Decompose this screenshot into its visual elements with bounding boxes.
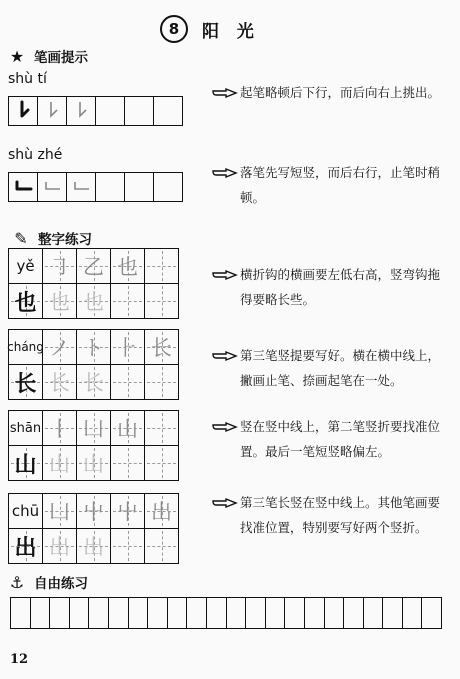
stroke-order-cell: ト [77, 330, 111, 364]
stroke-blank-cell [96, 97, 125, 125]
stroke-order-cell: 山 [111, 411, 145, 445]
stroke-order-cell: 长 [145, 330, 178, 364]
char-note-shan: 竖在竖中线上，第二笔竖折要找准位置。最后一笔短竖略偏左。 [212, 414, 452, 464]
trace-char-cell: 出 [77, 529, 111, 563]
stroke-trace [67, 173, 96, 201]
model-char-cell: 出 [9, 529, 43, 563]
stroke-note-shuti: 起笔略顿后下行，而后向右上挑出。 [212, 80, 452, 105]
pointing-hand-icon [212, 348, 238, 364]
stroke-example [9, 97, 38, 125]
page-number: 12 [10, 652, 29, 667]
stroke-trace [38, 97, 67, 125]
free-practice-heading: ⚓ 自由练习 [9, 572, 88, 592]
model-char-cell: 也 [9, 284, 43, 318]
model-char-cell: 长 [9, 365, 43, 399]
trace-char-cell: 山 [43, 446, 77, 480]
stroke-blank-cell [125, 97, 154, 125]
char-grid-chu [8, 493, 179, 564]
stroke-blank-cell [96, 173, 125, 201]
anchor-icon: ⚓ [9, 572, 25, 592]
stroke-order-cell: 凵 [43, 494, 77, 528]
model-char-cell: 山 [9, 446, 43, 480]
stroke-blank-cell [154, 173, 182, 201]
char-note-chang: 第三笔竖提要写好。横在横中线上，撇画止笔、捺画起笔在一处。 [212, 343, 452, 393]
pointing-hand-icon [212, 165, 238, 181]
pointing-hand-icon [212, 267, 238, 283]
stroke-hints-heading: ★ 笔画提示 [9, 46, 88, 66]
pointing-hand-icon [212, 85, 238, 101]
brush-icon: ✎ [14, 228, 28, 248]
stroke-blank-cell [154, 97, 182, 125]
trace-char-cell: 出 [43, 529, 77, 563]
stroke-order-cell: 屮 [77, 494, 111, 528]
stroke-grid-shuti [8, 96, 183, 126]
pinyin-cell: chū [9, 494, 43, 528]
pinyin-cell: shān [9, 411, 43, 445]
stroke-order-cell: ノ [43, 330, 77, 364]
stroke-order-cell: 屮 [111, 494, 145, 528]
trace-char-cell: 长 [43, 365, 77, 399]
free-practice-row [10, 597, 442, 629]
stroke-order-cell: 丨 [43, 411, 77, 445]
lesson-number: 8 [160, 15, 188, 43]
stroke-order-cell: 也 [111, 249, 145, 283]
lesson-title: 阳 光 [202, 21, 260, 42]
star-icon: ★ [9, 46, 25, 66]
stroke-blank-cell [125, 173, 154, 201]
char-grid-shan [8, 410, 179, 481]
trace-char-cell: 也 [77, 284, 111, 318]
pointing-hand-icon [212, 495, 238, 511]
pinyin-cell: cháng [9, 330, 43, 364]
char-note-ye: 横折钩的横画要左低右高，竖弯钩拖得要略长些。 [212, 262, 452, 312]
trace-char-cell: 山 [77, 446, 111, 480]
stroke-order-cell: 凵 [77, 411, 111, 445]
char-note-chu: 第三笔长竖在竖中线上。其他笔画要找准位置，特别要写好两个竖折。 [212, 490, 452, 540]
stroke-trace [38, 173, 67, 201]
lesson-header [160, 14, 260, 44]
stroke-grid-shuzhe [8, 172, 183, 202]
stroke-order-cell: ⼄ [77, 249, 111, 283]
stroke-order-cell: ⺊ [111, 330, 145, 364]
trace-char-cell: 也 [43, 284, 77, 318]
whole-char-heading: ✎ 整字练习 [12, 228, 92, 248]
stroke-example [9, 173, 38, 201]
stroke-trace [67, 97, 96, 125]
stroke-note-shuzhe: 落笔先写短竖，而后右行，止笔时稍顿。 [212, 160, 452, 210]
stroke-order-cell: ㇆ [43, 249, 77, 283]
char-grid-chang [8, 329, 179, 400]
stroke-pinyin-shuzhe: shù zhé [8, 147, 63, 163]
stroke-pinyin-shuti: shù tí [8, 71, 47, 87]
trace-char-cell: 长 [77, 365, 111, 399]
char-grid-ye [8, 248, 179, 319]
pointing-hand-icon [212, 419, 238, 435]
pinyin-cell: yě [9, 249, 43, 283]
stroke-order-cell: 出 [145, 494, 178, 528]
